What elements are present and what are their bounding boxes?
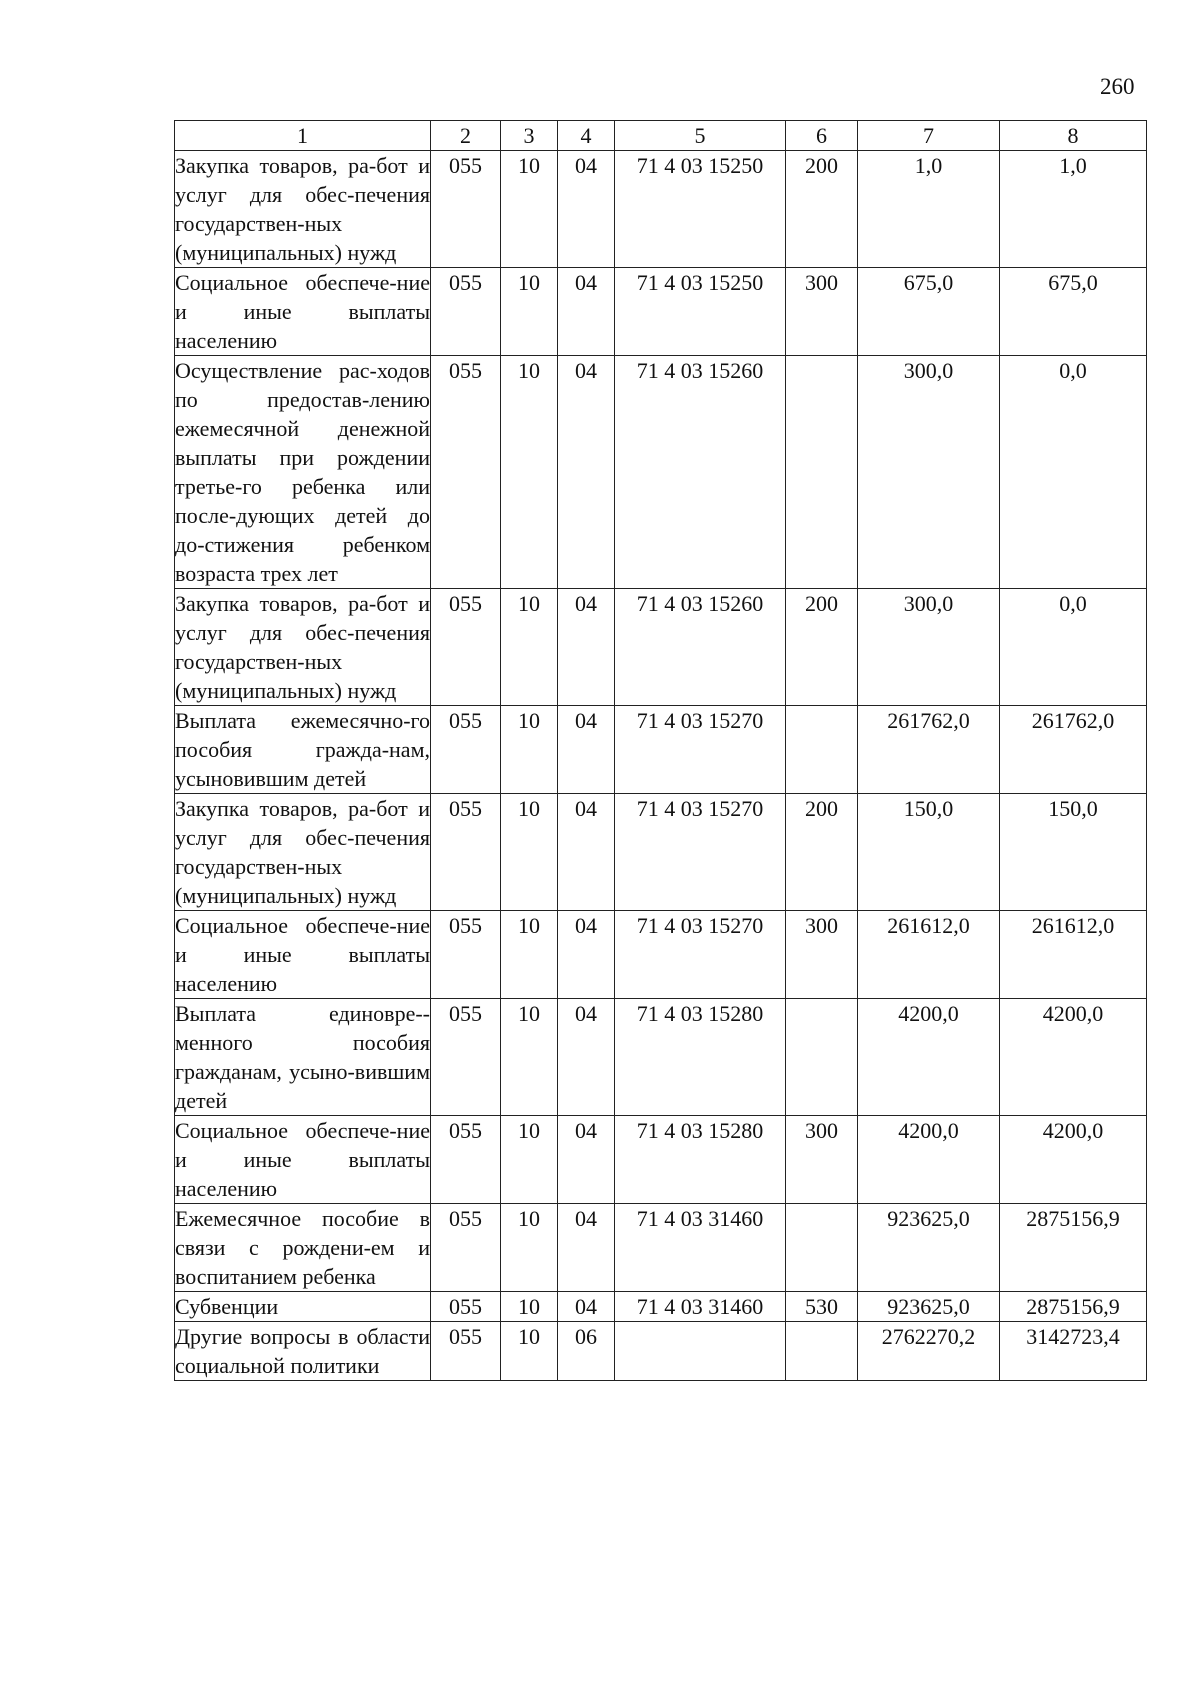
- cell-amount-2: 0,0: [1000, 356, 1147, 589]
- cell-amount-1: 2762270,2: [858, 1322, 1000, 1381]
- cell-expense-type: [786, 706, 858, 794]
- cell-admin-code: 055: [431, 268, 501, 356]
- cell-subsection: 04: [558, 356, 615, 589]
- cell-amount-1: 675,0: [858, 268, 1000, 356]
- cell-amount-1: 300,0: [858, 356, 1000, 589]
- column-header-5: 5: [615, 121, 786, 151]
- cell-amount-2: 261612,0: [1000, 911, 1147, 999]
- cell-section: 10: [501, 589, 558, 706]
- cell-subsection: 04: [558, 999, 615, 1116]
- cell-amount-2: 150,0: [1000, 794, 1147, 911]
- cell-expense-type: 200: [786, 151, 858, 268]
- table-row: [175, 151, 1147, 268]
- cell-section: 10: [501, 356, 558, 589]
- cell-subsection: 04: [558, 589, 615, 706]
- cell-target-article: [615, 1322, 786, 1381]
- cell-expense-type: 300: [786, 1116, 858, 1204]
- cell-target-article: 71 4 03 15250: [615, 151, 786, 268]
- cell-admin-code: 055: [431, 1322, 501, 1381]
- cell-subsection: 06: [558, 1322, 615, 1381]
- cell-expense-type: [786, 1322, 858, 1381]
- budget-table: [174, 120, 1147, 1381]
- cell-expense-type: [786, 356, 858, 589]
- row-description: Субвенции: [175, 1292, 431, 1322]
- cell-amount-2: 2875156,9: [1000, 1204, 1147, 1292]
- cell-expense-type: 300: [786, 268, 858, 356]
- cell-amount-1: 4200,0: [858, 1116, 1000, 1204]
- table-row: [175, 356, 1147, 589]
- column-header-6: 6: [786, 121, 858, 151]
- cell-section: 10: [501, 794, 558, 911]
- table-row: [175, 1322, 1147, 1381]
- cell-target-article: 71 4 03 31460: [615, 1204, 786, 1292]
- cell-expense-type: 530: [786, 1292, 858, 1322]
- header-row: [175, 121, 1147, 151]
- cell-amount-2: 675,0: [1000, 268, 1147, 356]
- cell-amount-1: 1,0: [858, 151, 1000, 268]
- cell-target-article: 71 4 03 15280: [615, 1116, 786, 1204]
- cell-amount-2: 3142723,4: [1000, 1322, 1147, 1381]
- column-header-7: 7: [858, 121, 1000, 151]
- row-description: Ежемесячное пособие в связи с рождени-ем и воспитанием ребенка: [175, 1204, 431, 1292]
- cell-amount-1: 261612,0: [858, 911, 1000, 999]
- cell-section: 10: [501, 1292, 558, 1322]
- cell-section: 10: [501, 1116, 558, 1204]
- cell-admin-code: 055: [431, 794, 501, 911]
- cell-section: 10: [501, 999, 558, 1116]
- cell-amount-2: 4200,0: [1000, 999, 1147, 1116]
- cell-amount-2: 0,0: [1000, 589, 1147, 706]
- cell-expense-type: 200: [786, 794, 858, 911]
- cell-section: 10: [501, 911, 558, 999]
- row-description: Социальное обеспече-ние и иные выплаты населению: [175, 268, 431, 356]
- cell-amount-2: 2875156,9: [1000, 1292, 1147, 1322]
- table-header: [175, 121, 1147, 151]
- cell-section: 10: [501, 268, 558, 356]
- cell-admin-code: 055: [431, 1292, 501, 1322]
- cell-admin-code: 055: [431, 706, 501, 794]
- cell-section: 10: [501, 1322, 558, 1381]
- column-header-4: 4: [558, 121, 615, 151]
- cell-admin-code: 055: [431, 589, 501, 706]
- row-description: Выплата единовре-менного пособия гражданам, усыно-вившим детей: [175, 999, 431, 1116]
- cell-admin-code: 055: [431, 1204, 501, 1292]
- cell-amount-1: 261762,0: [858, 706, 1000, 794]
- cell-section: 10: [501, 1204, 558, 1292]
- cell-target-article: 71 4 03 15270: [615, 706, 786, 794]
- cell-subsection: 04: [558, 706, 615, 794]
- table-row: [175, 268, 1147, 356]
- column-header-3: 3: [501, 121, 558, 151]
- cell-admin-code: 055: [431, 151, 501, 268]
- cell-section: 10: [501, 706, 558, 794]
- cell-expense-type: [786, 1204, 858, 1292]
- table-row: [175, 1292, 1147, 1322]
- cell-admin-code: 055: [431, 911, 501, 999]
- cell-target-article: 71 4 03 15270: [615, 794, 786, 911]
- row-description: Закупка товаров, ра-бот и услуг для обес-печения государствен-ных (муниципальных) нужд: [175, 794, 431, 911]
- cell-target-article: 71 4 03 15260: [615, 356, 786, 589]
- cell-subsection: 04: [558, 1292, 615, 1322]
- cell-subsection: 04: [558, 794, 615, 911]
- cell-admin-code: 055: [431, 1116, 501, 1204]
- cell-section: 10: [501, 151, 558, 268]
- row-description: Закупка товаров, ра-бот и услуг для обес-печения государствен-ных (муниципальных) нужд: [175, 589, 431, 706]
- table-row: [175, 589, 1147, 706]
- table-row: [175, 706, 1147, 794]
- row-description: Закупка товаров, ра-бот и услуг для обес-печения государствен-ных (муниципальных) нужд: [175, 151, 431, 268]
- row-description: Другие вопросы в области социальной политики: [175, 1322, 431, 1381]
- cell-subsection: 04: [558, 911, 615, 999]
- cell-subsection: 04: [558, 268, 615, 356]
- cell-subsection: 04: [558, 1204, 615, 1292]
- page-number: 260: [1100, 74, 1135, 99]
- table-row: [175, 794, 1147, 911]
- cell-subsection: 04: [558, 1116, 615, 1204]
- cell-target-article: 71 4 03 15270: [615, 911, 786, 999]
- table-row: [175, 1204, 1147, 1292]
- cell-admin-code: 055: [431, 356, 501, 589]
- cell-target-article: 71 4 03 31460: [615, 1292, 786, 1322]
- cell-expense-type: [786, 999, 858, 1116]
- cell-amount-1: 923625,0: [858, 1292, 1000, 1322]
- table-body: [175, 151, 1147, 1381]
- cell-amount-1: 923625,0: [858, 1204, 1000, 1292]
- cell-subsection: 04: [558, 151, 615, 268]
- table-row: [175, 1116, 1147, 1204]
- cell-amount-1: 300,0: [858, 589, 1000, 706]
- cell-target-article: 71 4 03 15280: [615, 999, 786, 1116]
- cell-expense-type: 300: [786, 911, 858, 999]
- row-description: Социальное обеспече-ние и иные выплаты населению: [175, 911, 431, 999]
- row-description: Социальное обеспече-ние и иные выплаты населению: [175, 1116, 431, 1204]
- row-description: Осуществление рас-ходов по предостав-лению ежемесячной денежной выплаты при рождении третье-го ребенка или после-дующих детей до до-стижения ребенком возраста трех лет: [175, 356, 431, 589]
- cell-target-article: 71 4 03 15260: [615, 589, 786, 706]
- cell-amount-2: 4200,0: [1000, 1116, 1147, 1204]
- column-header-8: 8: [1000, 121, 1147, 151]
- table-row: [175, 911, 1147, 999]
- cell-admin-code: 055: [431, 999, 501, 1116]
- cell-amount-1: 150,0: [858, 794, 1000, 911]
- column-header-2: 2: [431, 121, 501, 151]
- table-row: [175, 999, 1147, 1116]
- row-description: Выплата ежемесячно-го пособия гражда-нам, усыновившим детей: [175, 706, 431, 794]
- cell-amount-2: 261762,0: [1000, 706, 1147, 794]
- cell-expense-type: 200: [786, 589, 858, 706]
- column-header-1: 1: [175, 121, 431, 151]
- cell-amount-1: 4200,0: [858, 999, 1000, 1116]
- cell-amount-2: 1,0: [1000, 151, 1147, 268]
- cell-target-article: 71 4 03 15250: [615, 268, 786, 356]
